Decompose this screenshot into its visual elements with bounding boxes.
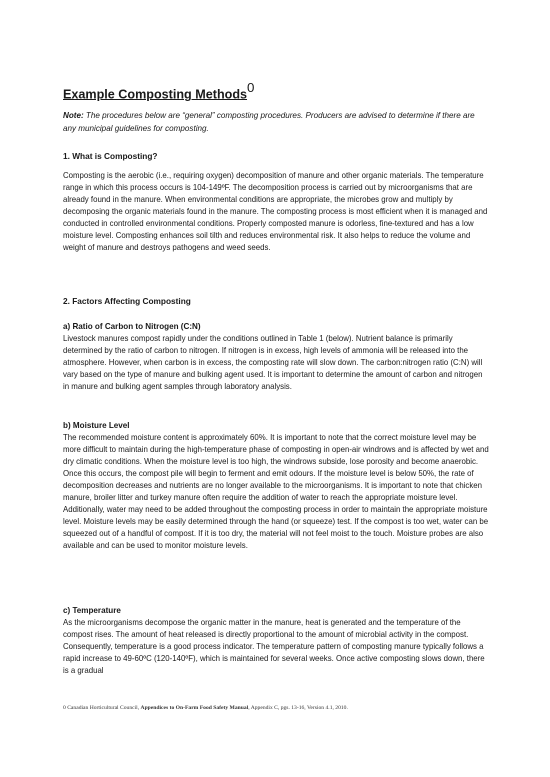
document-title — [63, 80, 254, 103]
section-heading-what-is-composting: 1. What is Composting? — [63, 151, 158, 161]
footnote — [63, 705, 493, 711]
note-paragraph — [63, 110, 488, 135]
subheading-carbon-nitrogen: a) Ratio of Carbon to Nitrogen (C:N) — [63, 322, 201, 331]
body-carbon-nitrogen: Livestock manures compost rapidly under the conditions outlined in Table 1 (below). Nutrient balance is primarily determined by the ratio of carbon to nitrogen. If nitrogen is in excess, high levels of ammonia will be released into the atmosphere. However, when carbon is in excess, the composting rate will slow down. The carbon:nitrogen ratio (C:N) will vary based on the type of manure and bulking agent used. It is important to determine the amount of carbon and nitrogen in manure and bulking agent samples through laboratory analysis. — [63, 334, 483, 391]
footnote-prefix: 0 Canadian Horticultural Council, — [63, 705, 141, 711]
body-moisture-level: The recommended moisture content is approximately 60%. It is important to note that the correct moisture level may be more difficult to maintain during the high-temperature phase of composting in open-air windrows and is affected by wet and dry climatic conditions. When the moisture level is too high, the windrows subside, lose porosity and become anaerobic. Once this occurs, the compost pile will begin to ferment and emit odours. If the moisture level is below 50%, the rate of decomposition decreases and nutrients are no longer available to the microorganisms. It is important to note that chicken manure, broiler litter and turkey manure often require the addition of water to reach the appropriate moisture level. Additionally, water may need to be added throughout the composting process in order to maintain the appropriate moisture level. Moisture levels may be easily determined through the hand (or squeeze) test. If the compost is too wet, water can be squeezed out of a handful of compost. If it is too dry, the material will not feel moist to the touch. Moisture probes are also available and can be used to monitor moisture levels. — [63, 433, 489, 550]
title-footnote-marker: 0 — [247, 80, 255, 95]
subheading-moisture-level: b) Moisture Level — [63, 421, 130, 430]
title-text: Example Composting Methods — [63, 87, 248, 102]
note-text: The procedures below are “general” composting procedures. Producers are advised to determine if there are any municipal guidelines for composting. — [63, 111, 475, 133]
footnote-title: Appendices to On-Farm Food Safety Manual — [140, 705, 249, 711]
section-heading-factors: 2. Factors Affecting Composting — [63, 296, 191, 306]
body-temperature: As the microorganisms decompose the organic matter in the manure, heat is generated and the temperature of the compost rises. The amount of heat released is directly proportional to the amount of microbial activity in the compost. Consequently, temperature is a good process indicator. The temperature pattern of composting manure typically follows a rapid increase to 49-60ºC (120-140ºF), which is maintained for several weeks. Once active composting slows down, there is a gradual — [63, 618, 485, 675]
footnote-suffix: , Appendix C, pgs. 13-16, Version 4.1, 2010. — [248, 705, 348, 711]
note-label: Note: — [63, 111, 84, 120]
section-body-what-is-composting: Composting is the aerobic (i.e., requiring oxygen) decomposition of manure and other organic materials. The temperature range in which this process occurs is 104-149ºF. The decomposition process is carried out by microorganisms that are already found in the manure. When environmental conditions are appropriate, the microbes grow and multiply by decomposing the organic materials found in the manure. The composting process is most efficient when it is managed and conducted in controlled environmental conditions. Properly composted manure is odorless, fine-textured and has a low moisture level. Composting enhances soil tilth and reduces environmental risk. It also helps to reduce the volume and weight of manure and destroys pathogens and weed seeds. — [63, 171, 488, 252]
subheading-temperature: c) Temperature — [63, 606, 121, 615]
